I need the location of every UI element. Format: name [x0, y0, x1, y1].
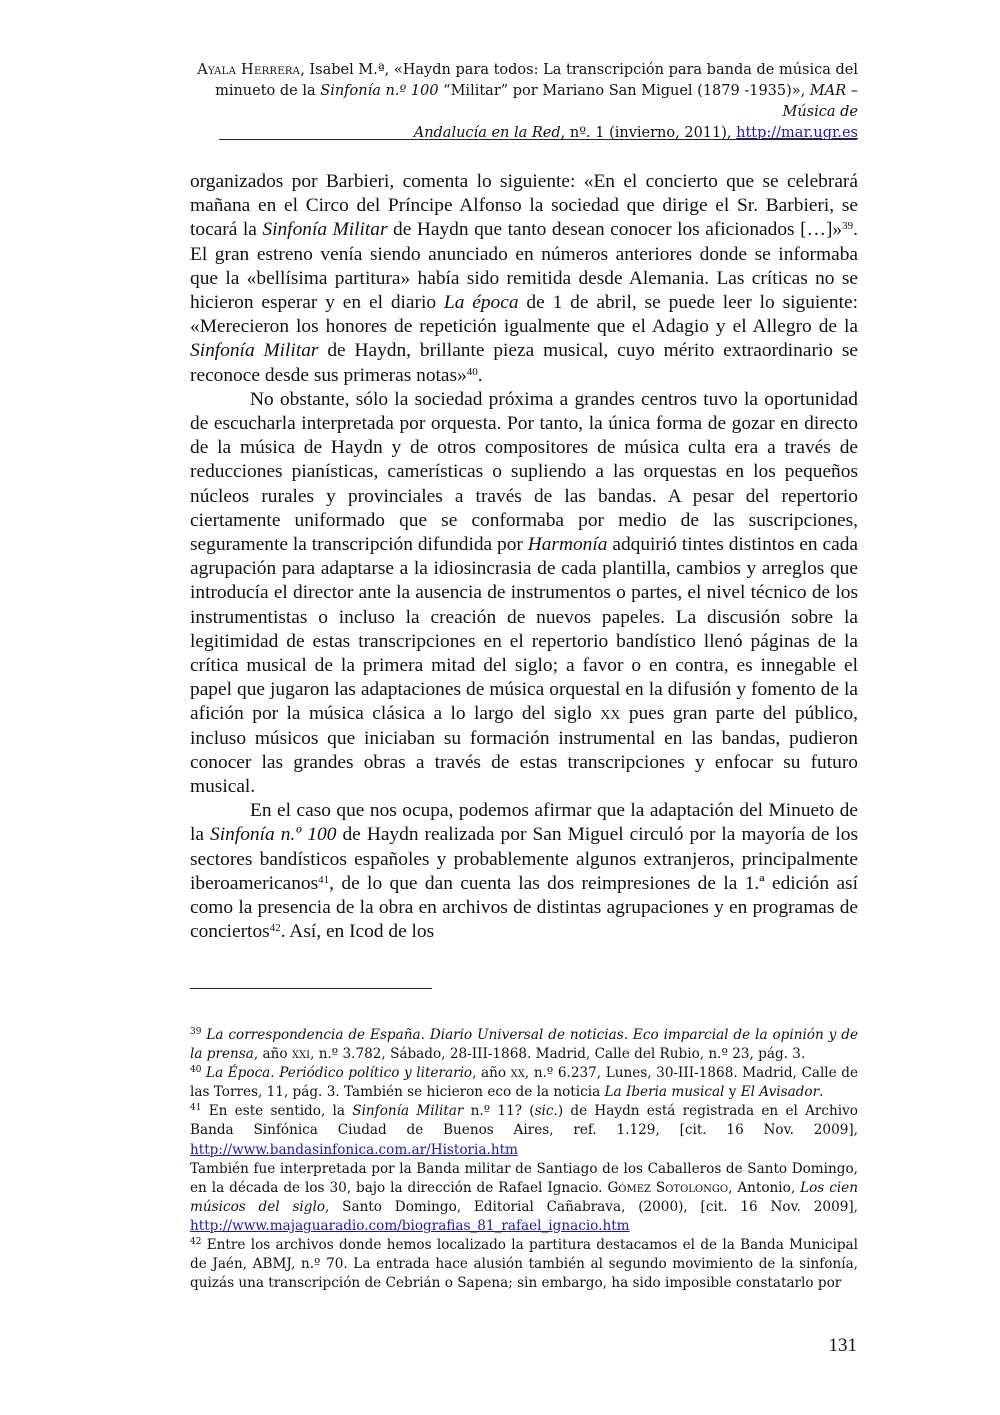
header-rule — [219, 139, 857, 140]
footnote-42: $^{42}$ Entre los archivos donde hemos localizado la partitura destacamos el de la Banda Municipal de Jaén, ABMJ, n.º 70. La entrada hace alusión también al segundo movimiento de la sinfonía, quizás una transcripción de Cebrián o Sapena; sin embargo, ha sido imposible constatarlo por — [190, 1237, 858, 1292]
footnote-link[interactable]: http://www.bandasinfonica.com.ar/Historia.htm — [190, 1141, 518, 1158]
header-text: “Militar” por Mariano San Miguel (1879 -1935)», — [438, 83, 810, 99]
paragraph: organizados por Barbieri, comenta lo siguiente: «En el concierto que se celebrará mañana en el Circo del Príncipe Alfonso la sociedad que dirige el Sr. Barbieri, se tocará la Sinfonía Militar de Haydn que tanto desean conocer los aficionados […]»$^{39}$. El gran estreno venía siendo anunciado en números anteriores donde se informaba que la «bellísima partitura» había sido remitida desde Alemania. Las críticas no se hicieron esperar y en el diario La época de 1 de abril, se puede leer lo siguiente: «Merecieron los honores de repetición igualmente que el Adagio y el Allegro de la Sinfonía Militar de Haydn, brillante pieza musical, cuyo mérito extraordinario se reconoce desde sus primeras notas»$^{40}$. — [190, 171, 859, 386]
header-work-title: Sinfonía n.º 100 — [320, 83, 439, 99]
footnote-ref[interactable]: 39 — [842, 220, 854, 233]
header-journal: MAR – Música de — [782, 83, 858, 120]
footnote-41: $^{41}$ En este sentido, la Sinfonía Militar n.º 11? (sic.) de Haydn está registrada en el Archivo Banda Sinfónica Ciudad de Buenos Aires, ref. 1.129, [cit. 16 Nov. 2009], http://www.bandasinfonica.com.ar/Historia.htm — [190, 1103, 858, 1158]
footnotes — [190, 1026, 858, 1293]
footnote-ref[interactable]: 41 — [318, 873, 330, 886]
footnote-40: $^{40}$ La Época. Periódico político y literario, año xx, n.º 6.237, Lunes, 30-III-1868. Madrid, Calle de las Torres, 11, pág. 3. También se hicieron eco de la noticia La Iberia musical y El Avisador. — [190, 1065, 859, 1101]
header-text: minueto de la — [215, 83, 321, 99]
paragraph: No obstante, sólo la sociedad próxima a grandes centros tuvo la oportunidad de escucharla interpretada por orquesta. Por tanto, la única forma de gozar en directo de la música de Haydn y de otros compositores de música culta era a través de reducciones pianísticas, camerísticas o supliendo a las orquestas en los pequeños núcleos rurales y provinciales a través de las bandas. A pesar del repertorio ciertamente uniformado que se conformaba por medio de las suscripciones, seguramente la transcripción difundida por Harmonía adquirió tintes distintos en cada agrupación para adaptarse a la idiosincrasia de cada plantilla, cambios y arreglos que introducía el director ante la ausencia de instrumentos o partes, el nivel técnico de los instrumentistas o incluso la creación de nuevos papeles. La discusión sobre la legitimidad de estas transcripciones en el repertorio bandístico llenó páginas de la crítica musical de la primera mitad del siglo; a favor o en contra, es innegable el papel que jugaron las adaptaciones de música orquestal en la difusión y fomento de la afición por la música clásica a lo largo del siglo xx pues gran parte del público, incluso músicos que iniciaban su formación instrumental en las bandas, pudieron conocer las grandes obras a través de estas transcripciones y enfocar su futuro musical. — [190, 388, 858, 798]
header-link[interactable]: http://mar.ugr.es — [736, 125, 858, 141]
footnote-rule — [190, 988, 432, 989]
footnote-ref[interactable]: 42 — [269, 922, 281, 935]
body-text — [190, 170, 858, 945]
header-author: Ayala Herrera — [197, 62, 301, 78]
header-text: , Isabel M.ª, «Haydn para todos: La transcripción para banda de música del — [300, 62, 858, 78]
footnote-41-continued: También fue interpretada por la Banda militar de Santiago de los Caballeros de Santo Domingo, en la década de los 30, bajo la dirección de Rafael Ignacio. Gómez Sotolongo, Antonio, Los cien músicos del siglo, Santo Domingo, Editorial Cañabrava, (2000), [cit. 16 Nov. 2009], http://www.majaguaradio.com/biografias_81_rafael_ignacio.htm — [190, 1160, 858, 1234]
running-header — [190, 60, 858, 144]
header-text: , nº. 1 (invierno, 2011), — [560, 125, 737, 141]
paragraph: En el caso que nos ocupa, podemos afirmar que la adaptación del Minueto de la Sinfonía n.º 100 de Haydn realizada por San Miguel circuló por la mayoría de los sectores bandísticos españoles y probablemente algunos extranjeros, principalmente iberoamericanos$^{41}$, de lo que dan cuenta las dos reimpresiones de la 1.ª edición así como la presencia de la obra en archivos de distintas agrupaciones y en programas de conciertos$^{42}$. Así, en Icod de los — [190, 800, 858, 943]
footnote-39: $^{39}$ La correspondencia de España. Diario Universal de noticias. Eco imparcial de la opinión y de la prensa, año xxi, n.º 3.782, Sábado, 28-III-1868. Madrid, Calle del Rubio, n.º 23, pág. 3. — [190, 1027, 858, 1063]
footnote-link[interactable]: http://www.majaguaradio.com/biografias_81_rafael_ignacio.htm — [190, 1217, 630, 1234]
header-journal: Andalucía en la Red — [413, 125, 561, 141]
page-number: 131 — [828, 1335, 857, 1356]
footnote-ref[interactable]: 40 — [466, 365, 478, 378]
